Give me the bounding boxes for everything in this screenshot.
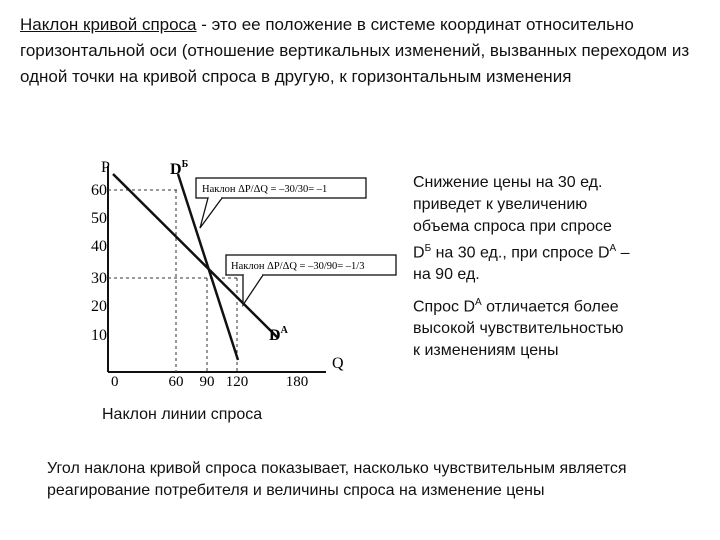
slope-callout-db-text: Наклон ΔP/ΔQ = –30/30= –1 bbox=[202, 184, 328, 195]
x-tick-120: 120 bbox=[225, 374, 249, 390]
x-tick-180: 180 bbox=[285, 374, 309, 390]
intro-term: Наклон кривой спроса bbox=[20, 15, 197, 34]
y-tick-20: 20 bbox=[91, 298, 107, 315]
label-db: $D^Б$ bbox=[170, 159, 189, 178]
y-tick-labels bbox=[91, 182, 107, 344]
demand-slope-chart bbox=[78, 150, 408, 395]
intro-text: - это ее положение в системе координат относительно горизонтальной оси (отношение вертикальных изменений, вызванных переходом из одной точки на кривой спроса в другую, к горизонтальным изменения bbox=[20, 15, 690, 86]
note2-line3: к изменениям цены bbox=[413, 342, 559, 360]
price-drop-note bbox=[413, 172, 703, 286]
guide-lines bbox=[108, 190, 238, 372]
label-da: $D^A$ bbox=[269, 325, 288, 344]
slope-callout-db bbox=[196, 178, 366, 228]
slope-callout-da-text: Наклон ΔP/ΔQ = –30/90= –1/3 bbox=[231, 261, 365, 272]
y-tick-60: 60 bbox=[91, 182, 107, 199]
origin-label: 0 bbox=[111, 374, 119, 390]
note2-line1: Спрос $D^A$ отличается более bbox=[413, 297, 619, 316]
x-axis-label: Q bbox=[332, 355, 344, 372]
note1-line5: на 90 ед. bbox=[413, 266, 480, 284]
y-axis-label: P bbox=[101, 159, 110, 176]
note1-line3: объема спроса при спросе bbox=[413, 218, 612, 235]
x-tick-90: 90 bbox=[199, 374, 215, 390]
conclusion-paragraph: Угол наклона кривой спроса показывает, насколько чувствительным является реагирование потребителя и величины спроса на изменение цены bbox=[47, 460, 627, 499]
note1-line1: Снижение цены на 30 ед. bbox=[413, 174, 603, 191]
y-tick-40: 40 bbox=[91, 238, 107, 255]
note2-line2: высокой чувствительностью bbox=[413, 320, 624, 338]
note1-line2: приведет к увеличению bbox=[413, 196, 588, 213]
y-tick-30: 30 bbox=[91, 270, 107, 287]
note1-line4: $D^Б$ на 30 ед., при спросе $D^A$ – bbox=[413, 243, 630, 262]
sensitivity-note bbox=[413, 292, 713, 362]
slope-callout-da bbox=[226, 255, 396, 305]
x-tick-labels bbox=[169, 374, 309, 390]
x-tick-60: 60 bbox=[168, 374, 184, 390]
y-tick-10: 10 bbox=[91, 327, 107, 344]
y-tick-50: 50 bbox=[91, 210, 107, 227]
intro-paragraph bbox=[20, 12, 710, 90]
chart-caption: Наклон линии спроса bbox=[102, 406, 263, 423]
